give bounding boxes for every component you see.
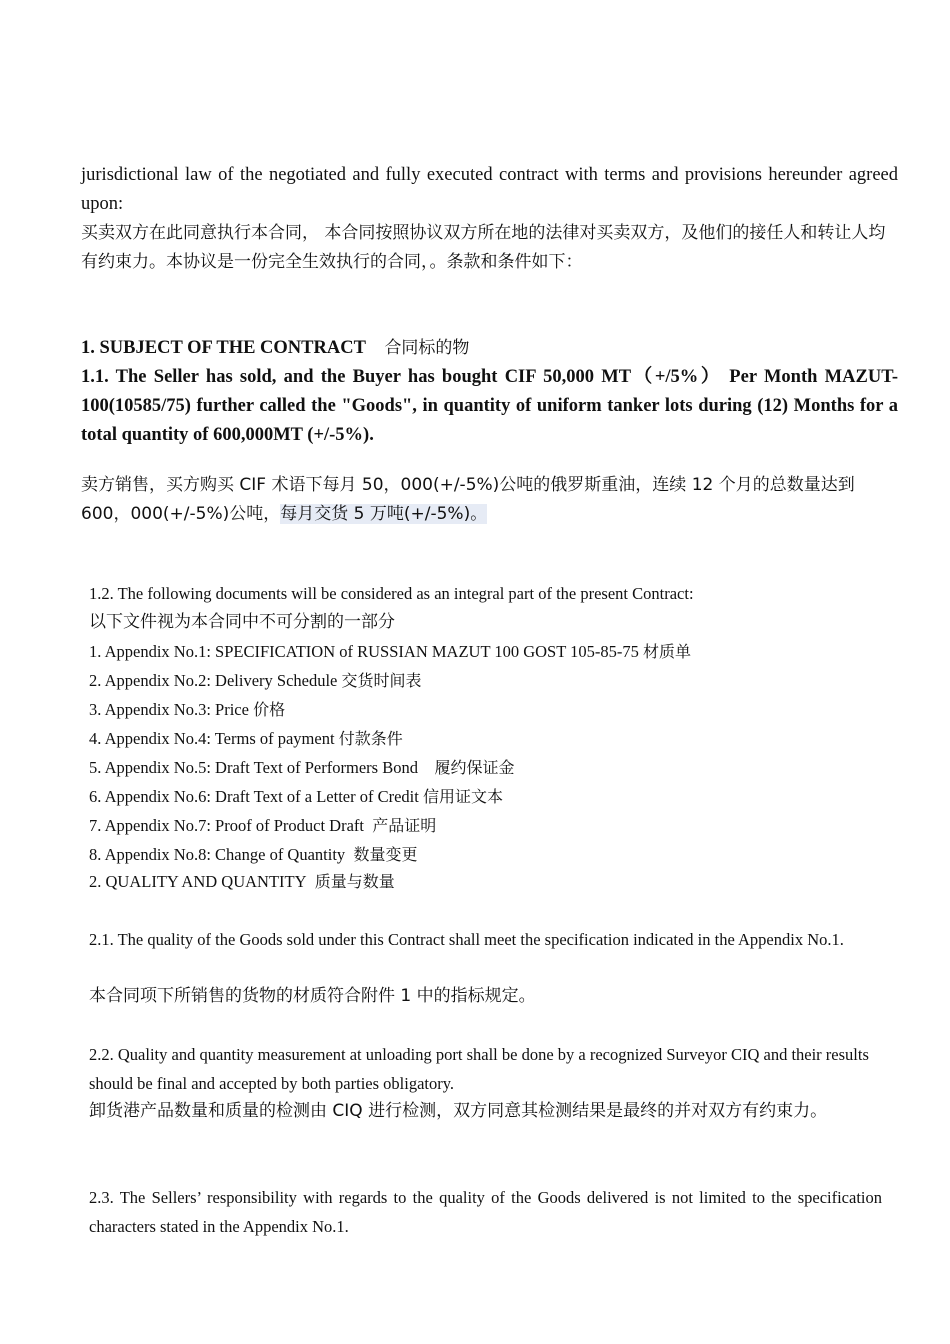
clause-2-2-en: 2.2. Quality and quantity measurement at unloading port shall be done by a recognized Surveyor CIQ and their results should be final and accepted by both parties obligatory. bbox=[89, 1045, 869, 1093]
clause-2-1-zh: 本合同项下所销售的货物的材质符合附件 1 中的指标规定。 bbox=[89, 986, 536, 1006]
section-2-heading bbox=[89, 867, 898, 896]
appendix-item-4: 4. Appendix No.4: Terms of payment 付款条件 bbox=[89, 729, 403, 748]
section-1-heading bbox=[81, 334, 898, 363]
clause-2-1-en: 2.1. The quality of the Goods sold under this Contract shall meet the specification indicated in the Appendix No.1. bbox=[89, 930, 844, 949]
clause-2-2-zh: 卸货港产品数量和质量的检测由 CIQ 进行检测，双方同意其检测结果是最终的并对双方有约束力。 bbox=[89, 1101, 828, 1121]
clause-1-1-en: 1.1. The Seller has sold, and the Buyer has bought CIF 50,000 MT（+/5%） Per Month MAZUT-100(10585/75) further called the "Goods", in quantity of uniform tanker lots during (12) Months for a total quantity of 600,000MT (+/-5%). bbox=[81, 367, 898, 445]
clause-1-1-zh-text: 卖方销售，买方购买 CIF 术语下每月 50，000(+/-5%)公吨的俄罗斯重油，连续 12 个月的总数量达到 600，000(+/-5%)公吨， bbox=[81, 475, 855, 524]
appendix-item-2: 2. Appendix No.2: Delivery Schedule 交货时间表 bbox=[89, 671, 422, 690]
section-2-title-en: 2. QUALITY AND QUANTITY bbox=[89, 872, 307, 891]
section-2-title-zh: 质量与数量 bbox=[314, 872, 395, 891]
appendix-list bbox=[89, 637, 898, 869]
appendix-item-6: 6. Appendix No.6: Draft Text of a Letter of Credit 信用证文本 bbox=[89, 787, 503, 806]
intro-paragraph-zh: 买卖双方在此同意执行本合同， 本合同按照协议双方所在地的法律对买卖双方，及他们的接任人和转让人均有约束力。本协议是一份完全生效执行的合同，。条款和条件如下： bbox=[81, 223, 886, 272]
appendix-item-7: 7. Appendix No.7: Proof of Product Draft 产品证明 bbox=[89, 816, 437, 835]
intro-paragraph-en: jurisdictional law of the negotiated and fully executed contract with terms and provisions hereunder agreed upon: bbox=[81, 165, 898, 214]
appendix-item-8: 8. Appendix No.8: Change of Quantity 数量变更 bbox=[89, 845, 418, 864]
section-1-title-en: 1. SUBJECT OF THE CONTRACT bbox=[81, 338, 366, 358]
section-1-title-zh: 合同标的物 bbox=[384, 338, 470, 358]
clause-1-1-zh bbox=[81, 471, 898, 529]
clause-1-2-zh: 以下文件视为本合同中不可分割的一部分 bbox=[89, 612, 395, 632]
clause-1-1-zh-highlight: 每月交货 5 万吨(+/-5%)。 bbox=[280, 504, 488, 524]
appendix-item-1: 1. Appendix No.1: SPECIFICATION of RUSSIAN MAZUT 100 GOST 105-85-75 材质单 bbox=[89, 642, 692, 661]
appendix-item-3: 3. Appendix No.3: Price 价格 bbox=[89, 700, 286, 719]
clause-1-2-en: 1.2. The following documents will be considered as an integral part of the present Contract: bbox=[89, 584, 694, 603]
clause-2-3-en: 2.3. The Sellers’ responsibility with regards to the quality of the Goods delivered is not limited to the specification characters stated in the Appendix No.1. bbox=[89, 1188, 882, 1236]
appendix-item-5: 5. Appendix No.5: Draft Text of Performers Bond 履约保证金 bbox=[89, 758, 515, 777]
